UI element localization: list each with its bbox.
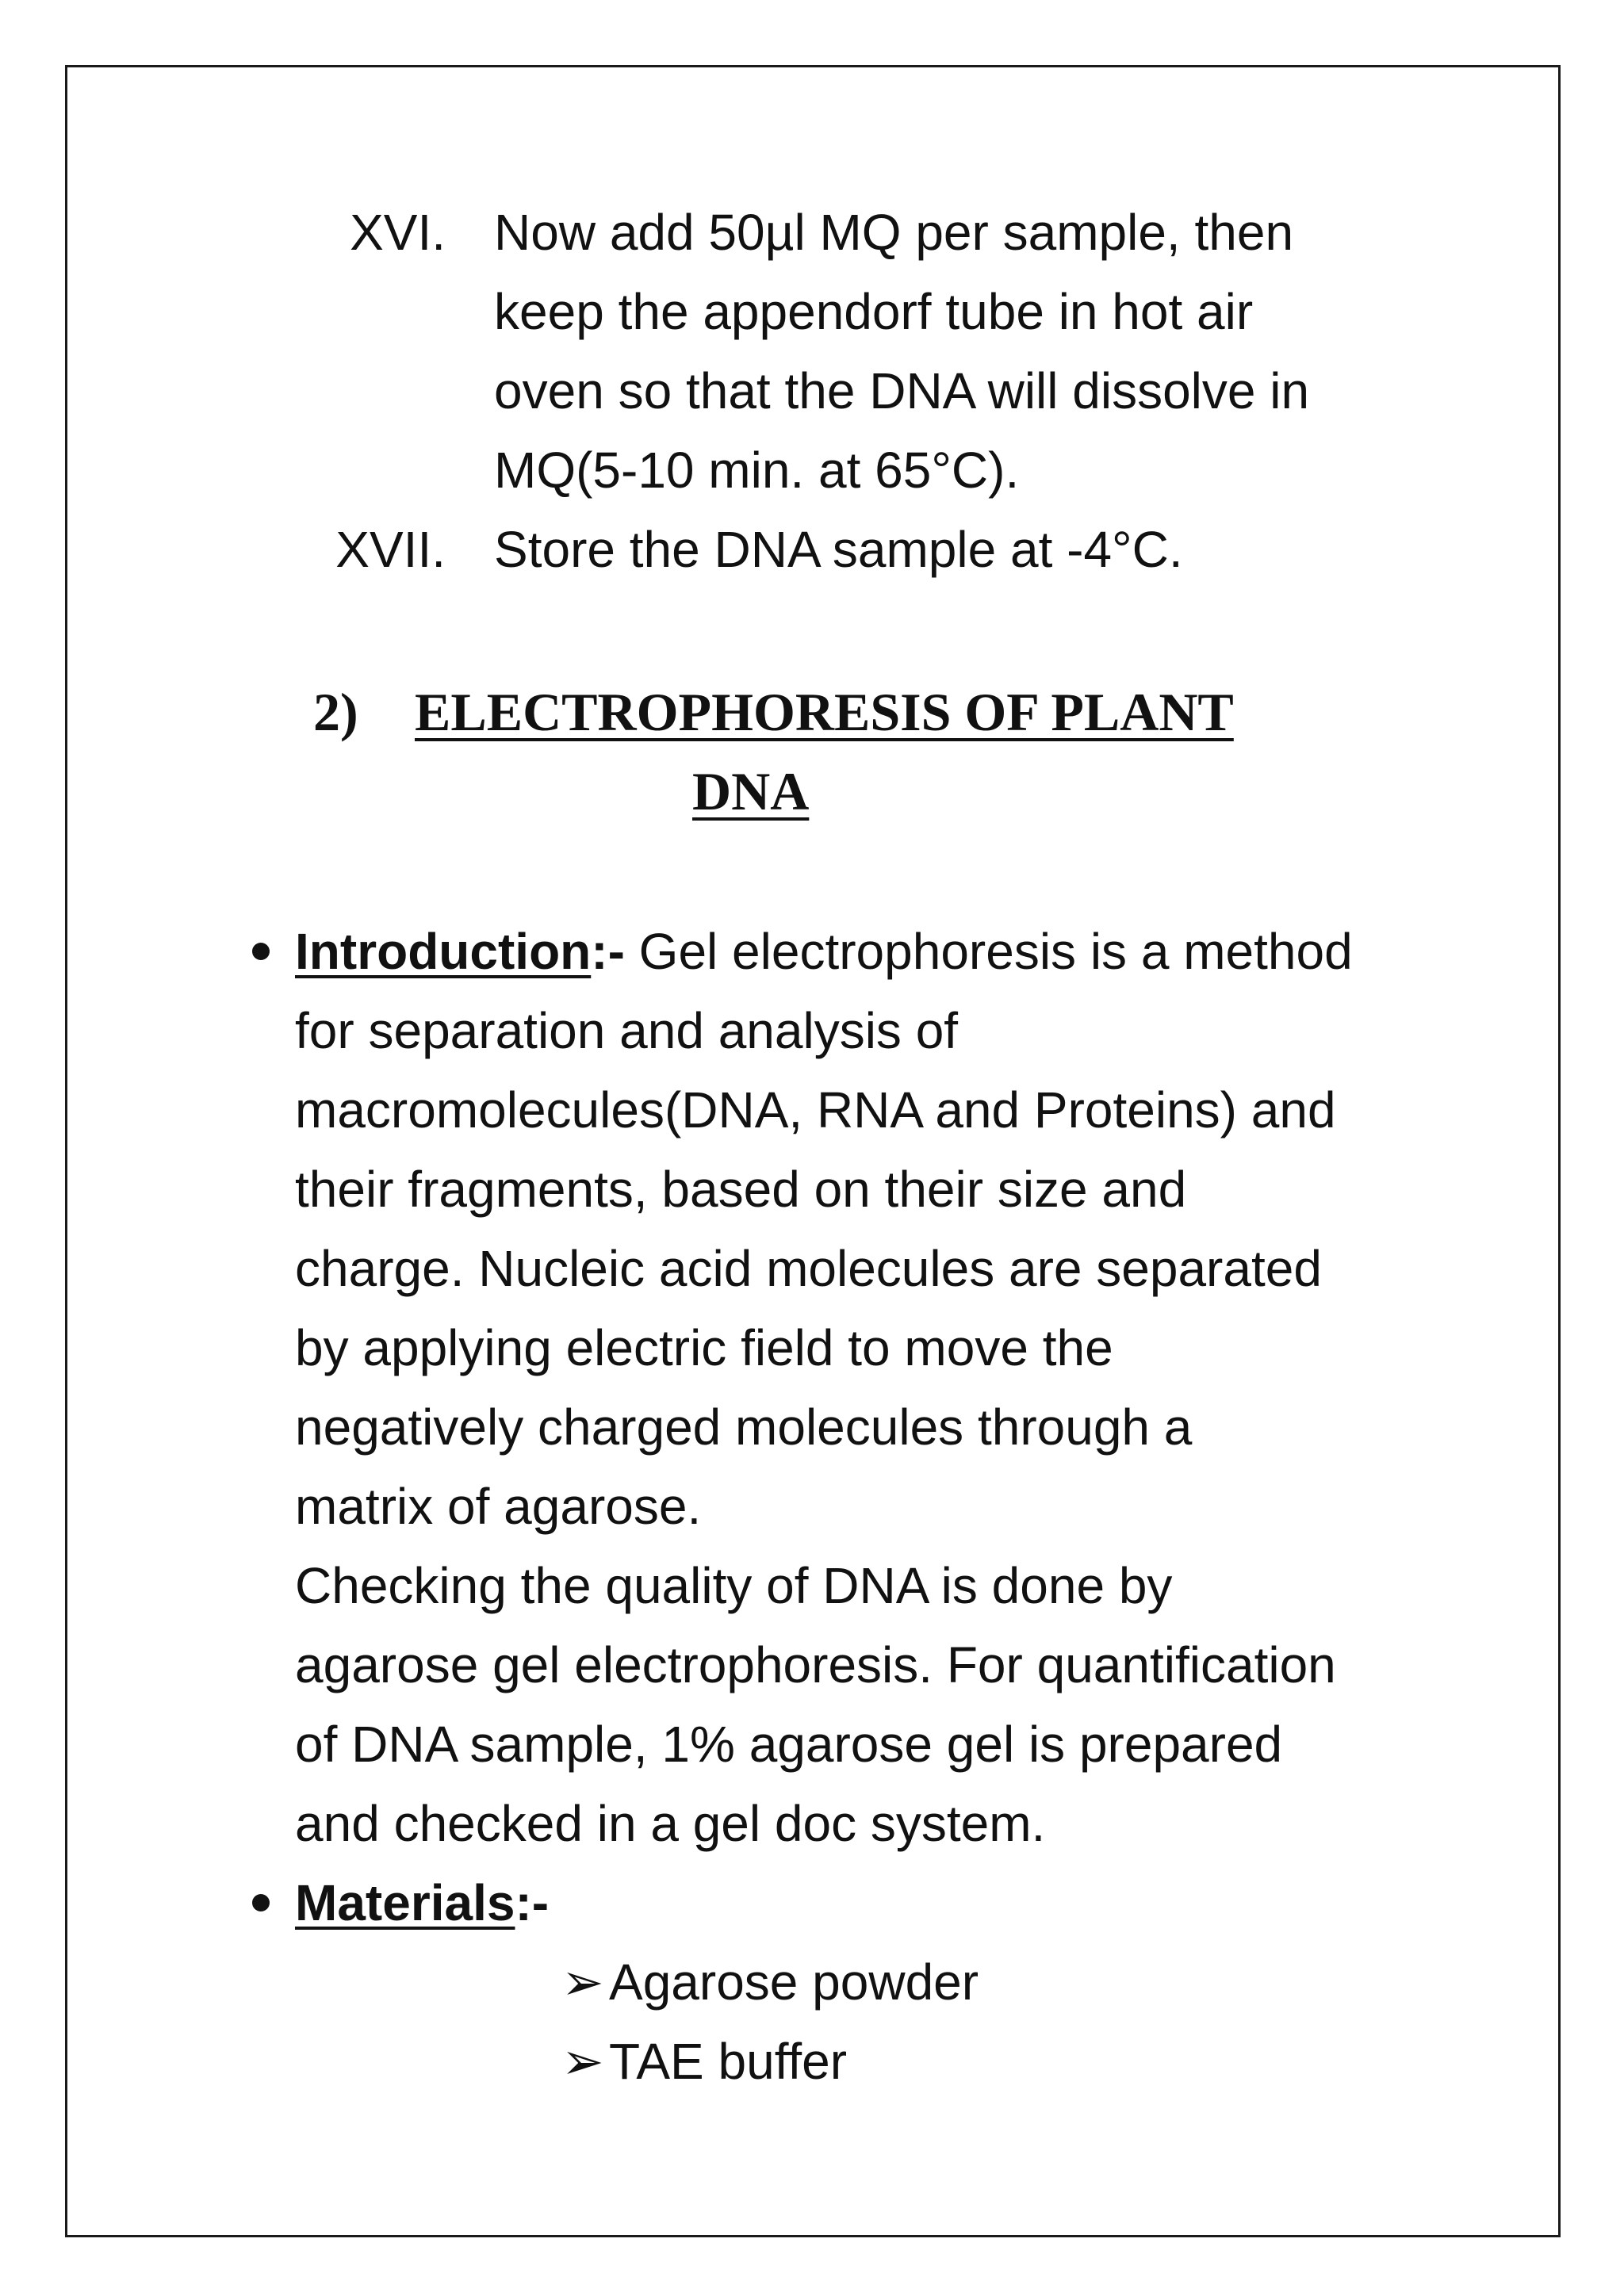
intro-line: for separation and analysis of [295,1002,959,1059]
intro-line: negatively charged molecules through a [295,1399,1193,1456]
intro-line: by applying electric field to move the [295,1319,1113,1376]
intro-line: agarose gel electrophoresis. For quantification [295,1636,1336,1693]
section-title-line2: DNA [692,761,810,821]
intro-line: charge. Nucleic acid molecules are separated [295,1240,1322,1297]
materials-heading [295,1863,1453,1942]
arrow-bullet-icon: ➢ [561,2033,604,2090]
material-item-label: TAE buffer [609,2033,847,2090]
step-number: XVII. [335,521,446,578]
intro-line: and checked in a gel doc system. [295,1795,1046,1852]
intro-line [295,912,1453,991]
material-item-label: Agarose powder [609,1954,979,2011]
materials-label: Materials [295,1874,515,1931]
section-number: 2) [313,682,358,742]
intro-line: macromolecules(DNA, RNA and Proteins) and [295,1081,1336,1138]
step-number: XVI. [350,204,446,261]
step-text-line: Now add 50µl MQ per sample, then [494,204,1294,261]
section-title-line1: ELECTROPHORESIS OF PLANT [415,682,1234,742]
materials-suffix: :- [515,1874,550,1931]
intro-line: of DNA sample, 1% agarose gel is prepared [295,1716,1283,1773]
intro-line: matrix of agarose. [295,1478,702,1535]
bullet-icon [252,943,270,960]
arrow-bullet-icon: ➢ [561,1954,604,2011]
intro-line: their fragments, based on their size and [295,1161,1187,1218]
intro-text: Gel electrophoresis is a method [638,923,1353,980]
introduction-suffix: :- [591,923,625,980]
step-text-line: oven so that the DNA will dissolve in [494,362,1310,419]
bullet-icon [252,1894,270,1911]
introduction-paragraph [295,912,1453,1863]
material-item [561,2022,847,2101]
introduction-label: Introduction [295,923,592,980]
step-text-line: MQ(5-10 min. at 65°C). [494,442,1020,499]
step-text-line: keep the appendorf tube in hot air [494,283,1254,340]
material-item [561,1942,979,2022]
intro-line: Checking the quality of DNA is done by [295,1557,1173,1614]
step-text-line: Store the DNA sample at -4°C. [494,521,1183,578]
